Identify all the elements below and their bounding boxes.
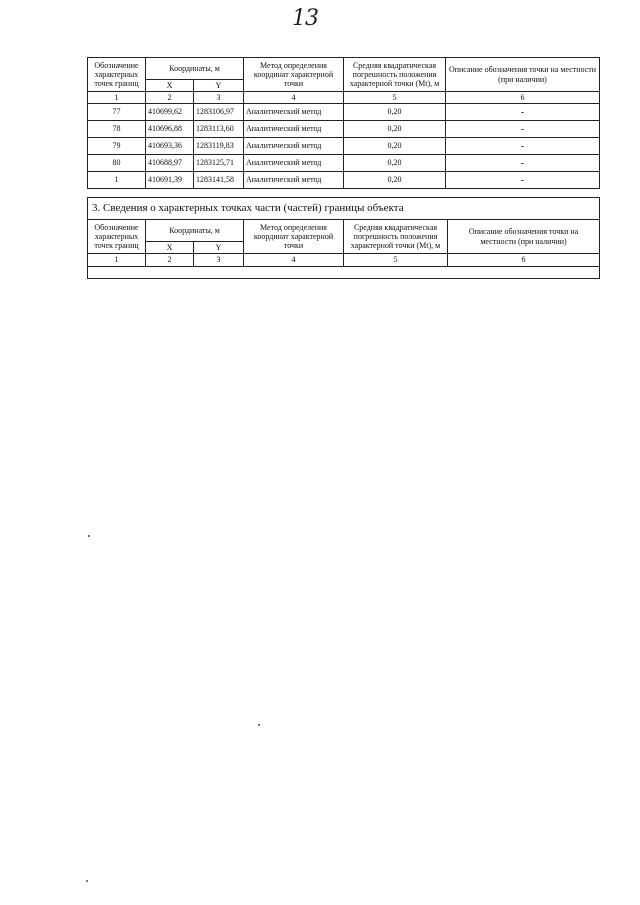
method: Аналитический метод — [244, 104, 344, 121]
header-error: Средняя квадратическая погрешность положения характерной точки (Mt), м — [344, 58, 446, 92]
col-number: 5 — [344, 92, 446, 104]
error: 0,20 — [344, 172, 446, 189]
col-number: 2 — [146, 254, 194, 267]
empty-row — [88, 267, 600, 279]
coord-y: 1283141,58 — [194, 172, 244, 189]
header-method: Метод определения координат характерной точки — [244, 220, 344, 254]
col-number: 1 — [88, 92, 146, 104]
coord-x: 410696,88 — [146, 121, 194, 138]
header-x: X — [146, 80, 194, 92]
empty-cell — [88, 267, 600, 279]
part-boundary-points-table — [87, 197, 600, 279]
col-number: 5 — [344, 254, 448, 267]
header-method: Метод определения координат характерной точки — [244, 58, 344, 92]
coord-y: 1283113,60 — [194, 121, 244, 138]
description: - — [446, 121, 600, 138]
point-id: 79 — [88, 138, 146, 155]
method: Аналитический метод — [244, 155, 344, 172]
point-id: 77 — [88, 104, 146, 121]
error: 0,20 — [344, 121, 446, 138]
table-row — [88, 172, 600, 189]
column-number-row — [88, 92, 600, 104]
col-number: 4 — [244, 92, 344, 104]
description: - — [446, 104, 600, 121]
header-error: Средняя квадратическая погрешность положения характерной точки (Mt), м — [344, 220, 448, 254]
coord-x: 410688,97 — [146, 155, 194, 172]
col-number: 2 — [146, 92, 194, 104]
col-number: 3 — [194, 254, 244, 267]
col-number: 3 — [194, 92, 244, 104]
scan-speck — [86, 880, 88, 882]
scan-speck — [258, 724, 260, 726]
header-description: Описание обозначения точки на местности (при наличии) — [448, 220, 600, 254]
point-id: 1 — [88, 172, 146, 189]
table-row — [88, 121, 600, 138]
description: - — [446, 172, 600, 189]
section-title: 3. Сведения о характерных точках части (частей) границы объекта — [88, 198, 600, 220]
table-row — [88, 155, 600, 172]
col-number: 4 — [244, 254, 344, 267]
description: - — [446, 138, 600, 155]
coord-x: 410699,62 — [146, 104, 194, 121]
boundary-points-table — [87, 57, 600, 189]
error: 0,20 — [344, 138, 446, 155]
coord-y: 1283125,71 — [194, 155, 244, 172]
method: Аналитический метод — [244, 138, 344, 155]
header-y: Y — [194, 242, 244, 254]
header-x: X — [146, 242, 194, 254]
coord-x: 410691,39 — [146, 172, 194, 189]
error: 0,20 — [344, 104, 446, 121]
table-row — [88, 138, 600, 155]
col-number: 1 — [88, 254, 146, 267]
col-number: 6 — [446, 92, 600, 104]
coord-y: 1283106,97 — [194, 104, 244, 121]
point-id: 80 — [88, 155, 146, 172]
coord-x: 410693,36 — [146, 138, 194, 155]
table-row — [88, 104, 600, 121]
scan-speck — [88, 535, 90, 537]
header-designation: Обозначение характерных точек границ — [88, 58, 146, 92]
header-y: Y — [194, 80, 244, 92]
column-number-row — [88, 254, 600, 267]
point-id: 78 — [88, 121, 146, 138]
header-coords: Координаты, м — [146, 220, 244, 242]
method: Аналитический метод — [244, 121, 344, 138]
header-description: Описание обозначения точки на местности (при наличии) — [446, 58, 600, 92]
page-number: 13 — [292, 6, 318, 31]
coord-y: 1283119,83 — [194, 138, 244, 155]
description: - — [446, 155, 600, 172]
col-number: 6 — [448, 254, 600, 267]
method: Аналитический метод — [244, 172, 344, 189]
header-coords: Координаты, м — [146, 58, 244, 80]
header-designation: Обозначение характерных точек границ — [88, 220, 146, 254]
error: 0,20 — [344, 155, 446, 172]
